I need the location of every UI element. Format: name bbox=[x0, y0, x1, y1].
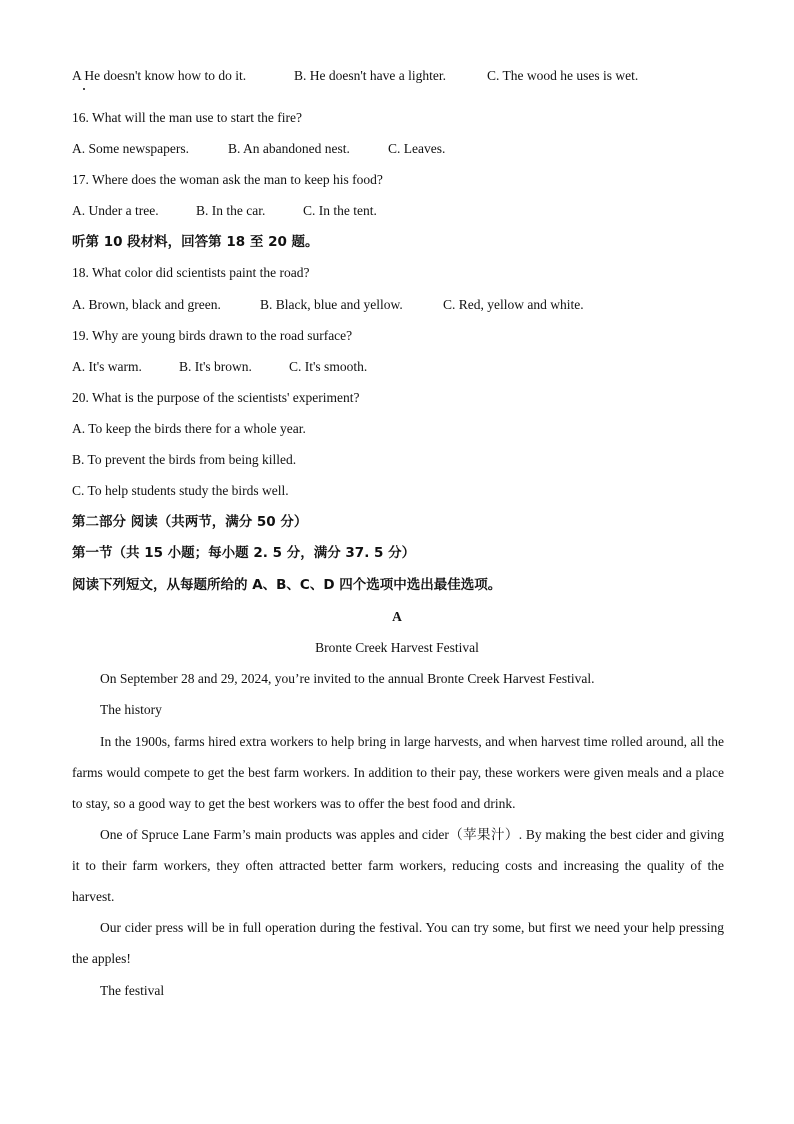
q15-option-a: A He doesn't know how to do it. bbox=[72, 68, 247, 83]
history-heading: The history bbox=[100, 702, 162, 717]
q15-option-b: B. He doesn't have a lighter. bbox=[294, 68, 447, 83]
q16-option-b: B. An abandoned nest. bbox=[228, 141, 350, 156]
q17-option-c: C. In the tent. bbox=[303, 203, 377, 218]
q19-option-c: C. It's smooth. bbox=[289, 359, 368, 374]
q19-option-a: A. It's warm. bbox=[72, 359, 142, 374]
q18-option-a: A. Brown, black and green. bbox=[72, 297, 221, 312]
q18-question: 18. What color did scientists paint the road? bbox=[72, 265, 310, 280]
q18-option-b: B. Black, blue and yellow. bbox=[260, 297, 403, 312]
passage-intro: On September 28 and 29, 2024, you’re invited to the annual Bronte Creek Harvest Festival. bbox=[100, 671, 595, 686]
q15-option-c: C. The wood he uses is wet. bbox=[487, 68, 639, 83]
q16-question: 16. What will the man use to start the fire? bbox=[72, 110, 302, 125]
section-10-heading: 听第 10 段材料，回答第 18 至 20 题。 bbox=[72, 234, 319, 250]
reading-instruction: 阅读下列短文，从每题所给的 A、B、C、D 四个选项中选出最佳选项。 bbox=[72, 577, 502, 593]
paragraph-1: In the 1900s, farms hired extra workers to help bring in large harvests, and when harvest time rolled around, all the farms would compete to get the best farm workers. In addition to their pay, these workers were given meals and a place to stay, so a good way to get the best workers was to offer the best food and drink. bbox=[72, 734, 724, 811]
festival-heading: The festival bbox=[100, 983, 165, 998]
q20-question: 20. What is the purpose of the scientists' experiment? bbox=[72, 390, 360, 405]
q17-option-b: B. In the car. bbox=[196, 203, 266, 218]
q18-option-c: C. Red, yellow and white. bbox=[443, 297, 584, 312]
paragraph-3: Our cider press will be in full operation during the festival. You can try some, but first we need your help pressing the apples! bbox=[72, 920, 724, 966]
q19-question: 19. Why are young birds drawn to the road surface? bbox=[72, 328, 353, 343]
q16-option-c: C. Leaves. bbox=[388, 141, 446, 156]
section-one-heading: 第一节（共 15 小题；每小题 2. 5 分，满分 37. 5 分） bbox=[72, 545, 416, 561]
dot-mark bbox=[83, 88, 85, 90]
part-two-heading: 第二部分 阅读（共两节，满分 50 分） bbox=[72, 514, 308, 530]
q19-option-b: B. It's brown. bbox=[179, 359, 252, 374]
q20-option-b: B. To prevent the birds from being killed. bbox=[72, 452, 297, 467]
passage-letter: A bbox=[392, 609, 402, 624]
passage-title: Bronte Creek Harvest Festival bbox=[315, 640, 479, 655]
q20-option-c: C. To help students study the birds well. bbox=[72, 483, 289, 498]
q20-option-a: A. To keep the birds there for a whole year. bbox=[72, 421, 306, 436]
paragraph-2: One of Spruce Lane Farm’s main products was apples and cider（苹果汁）. By making the best cider and giving it to their farm workers, they often attracted better farm workers, reducing costs and increasing the quality of the harvest. bbox=[72, 827, 724, 904]
q17-question: 17. Where does the woman ask the man to keep his food? bbox=[72, 172, 383, 187]
q17-option-a: A. Under a tree. bbox=[72, 203, 159, 218]
q16-option-a: A. Some newspapers. bbox=[72, 141, 189, 156]
